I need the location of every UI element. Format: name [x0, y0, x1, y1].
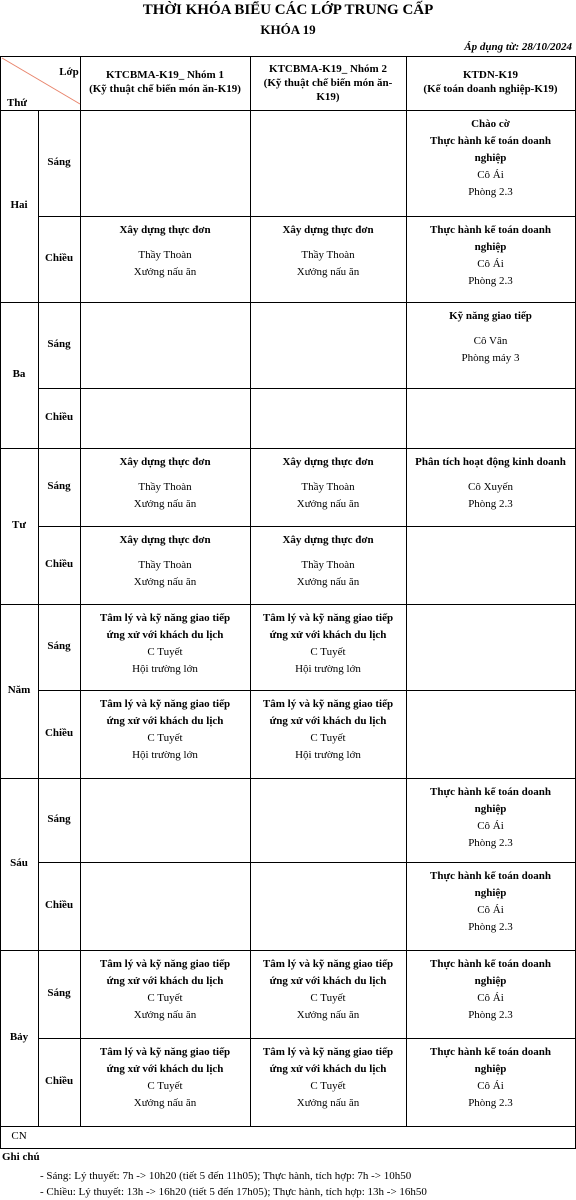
subject-name: Tâm lý và kỹ năng giao tiếp [99, 698, 231, 710]
subject-name: Thực hành kế toán doanh [430, 786, 551, 798]
header-line: (Kỹ thuật chế biến món ăn- [263, 77, 393, 89]
teacher-name: Thầy Thoàn [301, 559, 355, 571]
subject-name: Tâm lý và kỹ năng giao tiếp [262, 958, 394, 970]
room-name: Xưởng nấu ăn [133, 576, 197, 588]
subject-name: Xây dựng thực đơn [282, 534, 374, 546]
room-name: Phòng 2.3 [468, 186, 513, 198]
subject-name: ứng xử với khách du lịch [269, 975, 387, 987]
day-label: Ba [12, 368, 26, 380]
room-name: Hội trường lớn [132, 749, 198, 761]
teacher-name: Cô Vân [473, 335, 508, 347]
teacher-name: Cô Xuyến [468, 481, 513, 493]
room-name: Xưởng nấu ăn [296, 576, 360, 588]
teacher-name: C Tuyết [310, 992, 346, 1004]
schedule-cell [406, 956, 575, 1024]
header-col-ktcbma-nhom2 [250, 62, 406, 104]
session-label: Chiều [44, 411, 74, 423]
subject-name: Thực hành kế toán doanh [430, 224, 551, 236]
teacher-name: Cô Ái [477, 904, 504, 916]
note-morning: - Sáng: Lý thuyết: 7h -> 10h20 (tiết 5 đến 11h05); Thực hành, tích hợp: 7h -> 10h50 [40, 1170, 412, 1182]
subject-name: ứng xử với khách du lịch [106, 715, 224, 727]
note-afternoon: - Chiều: Lý thuyết: 13h -> 16h20 (tiết 5 đến 17h05); Thực hành, tích hợp: 13h -> 16h50 [40, 1186, 427, 1198]
room-name: Hội trường lớn [295, 749, 361, 761]
subject-name: Tâm lý và kỹ năng giao tiếp [99, 1046, 231, 1058]
teacher-name: C Tuyết [147, 732, 183, 744]
room-name: Phòng 2.3 [468, 1097, 513, 1109]
day-label: Năm [7, 684, 31, 696]
day-label: Tư [12, 519, 26, 531]
subject-name: ứng xử với khách du lịch [269, 629, 387, 641]
teacher-name: Cô Ái [477, 820, 504, 832]
teacher-name: C Tuyết [310, 732, 346, 744]
schedule-cell [80, 696, 250, 764]
room-name: Hội trường lớn [132, 663, 198, 675]
notes-heading: Ghi chú [2, 1151, 40, 1163]
subject-name: Xây dựng thực đơn [282, 456, 374, 468]
room-name: Hội trường lớn [295, 663, 361, 675]
subject-name: nghiệp [474, 975, 507, 987]
teacher-name: Thầy Thoàn [138, 559, 192, 571]
subject-name: Thực hành kế toán doanh [430, 870, 551, 882]
schedule-cell [80, 222, 250, 281]
teacher-name: Cô Ái [477, 1080, 504, 1092]
teacher-name: Cô Ái [477, 992, 504, 1004]
session-label: Chiều [44, 1075, 74, 1087]
day-label: Sáu [10, 857, 28, 869]
schedule-cell [250, 222, 406, 281]
teacher-name: C Tuyết [310, 646, 346, 658]
teacher-name: Cô Ái [477, 258, 504, 270]
session-label: Sáng [47, 640, 71, 652]
teacher-name: Thầy Thoàn [301, 481, 355, 493]
applied-date: Áp dụng từ: 28/10/2024 [464, 41, 572, 53]
subject-name: Xây dựng thực đơn [119, 456, 211, 468]
teacher-name: C Tuyết [147, 992, 183, 1004]
subject-name: Kỹ năng giao tiếp [449, 310, 532, 322]
schedule-cell [406, 784, 575, 852]
room-name: Phòng 2.3 [468, 921, 513, 933]
teacher-name: Thầy Thoàn [301, 249, 355, 261]
subject-name: Tâm lý và kỹ năng giao tiếp [262, 698, 394, 710]
session-label: Sáng [47, 813, 71, 825]
subject-name: nghiệp [474, 1063, 507, 1075]
schedule-cell [406, 868, 575, 936]
subject-name: ứng xử với khách du lịch [106, 629, 224, 641]
header-line: KTCBMA-K19_ Nhóm 1 [106, 69, 224, 81]
session-label: Sáng [47, 338, 71, 350]
day-label: Hai [10, 199, 28, 211]
subject-name: ứng xử với khách du lịch [106, 975, 224, 987]
subject-name: ứng xử với khách du lịch [269, 1063, 387, 1075]
room-name: Xưởng nấu ăn [133, 1097, 197, 1109]
subject-name: Thực hành kế toán doanh [430, 135, 551, 147]
header-col-ktcbma-nhom1 [80, 68, 250, 96]
room-name: Phòng 2.3 [468, 275, 513, 287]
schedule-cell [250, 532, 406, 591]
header-line: KTDN-K19 [463, 69, 518, 81]
header-line: KTCBMA-K19_ Nhóm 2 [269, 63, 387, 75]
room-name: Phòng 2.3 [468, 1009, 513, 1021]
header-lop: Lớp [59, 66, 79, 78]
subject-name: Xây dựng thực đơn [119, 224, 211, 236]
subject-name: nghiệp [474, 241, 507, 253]
schedule-cell [406, 454, 575, 513]
schedule-cell [80, 610, 250, 678]
subject-name: ứng xử với khách du lịch [269, 715, 387, 727]
session-label: Chiều [44, 558, 74, 570]
subject-name: ứng xử với khách du lịch [106, 1063, 224, 1075]
session-label: Chiều [44, 252, 74, 264]
page-subtitle: KHÓA 19 [260, 22, 316, 37]
teacher-name: Thầy Thoàn [138, 481, 192, 493]
session-label: Chiều [44, 727, 74, 739]
header-line: (Kỹ thuật chế biến món ăn-K19) [89, 83, 241, 95]
room-name: Phòng 2.3 [468, 837, 513, 849]
subject-name: Tâm lý và kỹ năng giao tiếp [99, 958, 231, 970]
schedule-cell [250, 1044, 406, 1112]
subject-name: Thực hành kế toán doanh [430, 1046, 551, 1058]
teacher-name: C Tuyết [310, 1080, 346, 1092]
teacher-name: Cô Ái [477, 169, 504, 181]
schedule-cell [80, 454, 250, 513]
page-title: THỜI KHÓA BIỂU CÁC LỚP TRUNG CẤP [142, 2, 434, 18]
schedule-cell [406, 116, 575, 201]
room-name: Xưởng nấu ăn [296, 266, 360, 278]
room-name: Xưởng nấu ăn [296, 1009, 360, 1021]
schedule-cell [250, 454, 406, 513]
header-line: (Kế toán doanh nghiệp-K19) [423, 83, 558, 95]
room-name: Xưởng nấu ăn [133, 266, 197, 278]
subject-name: nghiệp [474, 803, 507, 815]
schedule-cell [250, 610, 406, 678]
schedule-cell [80, 1044, 250, 1112]
session-label: Sáng [47, 156, 71, 168]
room-name: Xưởng nấu ăn [133, 1009, 197, 1021]
session-label: Sáng [47, 987, 71, 999]
room-name: Xưởng nấu ăn [133, 498, 197, 510]
schedule-cell [80, 532, 250, 591]
subject-name: Tâm lý và kỹ năng giao tiếp [99, 612, 231, 624]
session-label: Chiều [44, 899, 74, 911]
subject-name: Chào cờ [471, 118, 510, 130]
room-name: Phòng máy 3 [461, 352, 520, 364]
subject-name: Tâm lý và kỹ năng giao tiếp [262, 612, 394, 624]
schedule-cell [406, 222, 575, 290]
subject-name: Xây dựng thực đơn [282, 224, 374, 236]
day-label: Bảy [9, 1031, 29, 1043]
subject-name: nghiệp [474, 887, 507, 899]
subject-name: nghiệp [474, 152, 507, 164]
room-name: Xưởng nấu ăn [296, 498, 360, 510]
schedule-cell [406, 308, 575, 367]
subject-name: Tâm lý và kỹ năng giao tiếp [262, 1046, 394, 1058]
schedule-cell [250, 696, 406, 764]
header-line: K19) [316, 91, 340, 103]
subject-name: Xây dựng thực đơn [119, 534, 211, 546]
session-label: Sáng [47, 480, 71, 492]
day-label-cn: CN [11, 1130, 27, 1142]
subject-name: Phân tích hoạt động kinh doanh [415, 456, 566, 468]
teacher-name: Thầy Thoàn [138, 249, 192, 261]
schedule-cell [80, 956, 250, 1024]
header-col-ktdn [406, 68, 575, 96]
header-thu: Thứ [6, 97, 28, 109]
schedule-cell [250, 956, 406, 1024]
subject-name: Thực hành kế toán doanh [430, 958, 551, 970]
schedule-cell [406, 1044, 575, 1112]
room-name: Xưởng nấu ăn [296, 1097, 360, 1109]
teacher-name: C Tuyết [147, 646, 183, 658]
room-name: Phòng 2.3 [468, 498, 513, 510]
teacher-name: C Tuyết [147, 1080, 183, 1092]
